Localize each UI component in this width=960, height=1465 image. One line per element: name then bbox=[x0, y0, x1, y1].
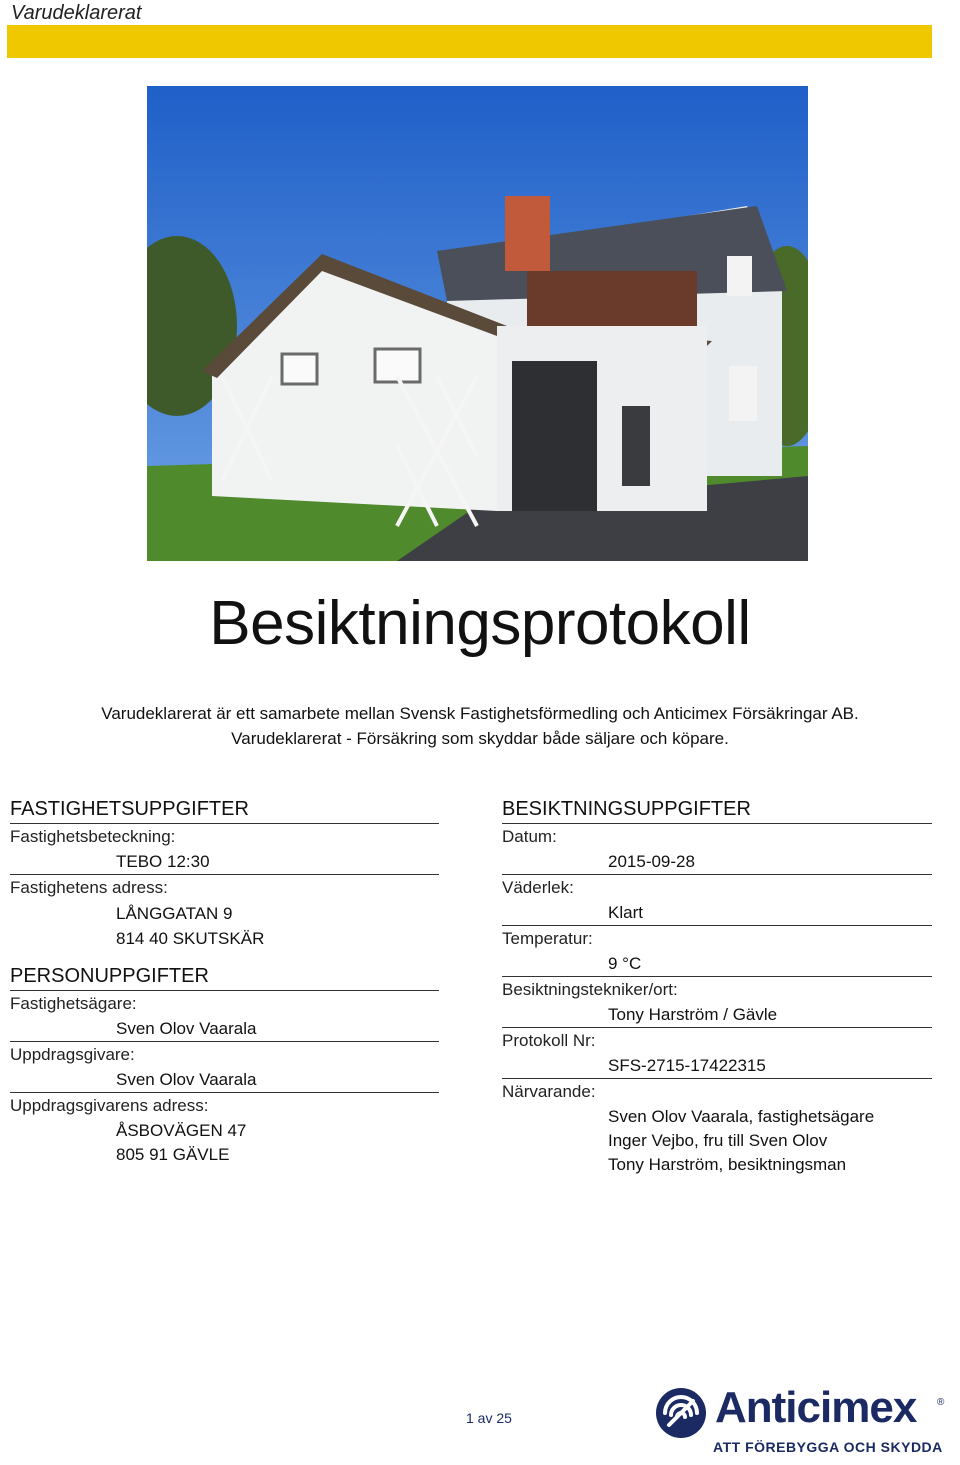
address-line-1: LÅNGGATAN 9 bbox=[116, 904, 233, 923]
weather-field bbox=[502, 875, 932, 926]
designation-value: TEBO 12:30 bbox=[116, 852, 210, 871]
brand-header: Varudeklarerat bbox=[11, 2, 142, 24]
designation-label: Fastighetsbeteckning: bbox=[10, 827, 176, 846]
inspector-field bbox=[502, 977, 932, 1028]
anticimex-logo bbox=[655, 1383, 945, 1457]
client-address-field bbox=[10, 1093, 439, 1167]
client-field bbox=[10, 1042, 439, 1093]
present-person: Sven Olov Vaarala, fastighetsägare bbox=[608, 1107, 875, 1126]
client-address-line-1: ÅSBOVÄGEN 47 bbox=[116, 1121, 247, 1140]
left-column bbox=[10, 796, 439, 1167]
intro-text bbox=[0, 701, 960, 751]
registered-mark: ® bbox=[937, 1397, 945, 1408]
temperature-value: 9 °C bbox=[608, 954, 642, 973]
inspector-value: Tony Harström / Gävle bbox=[608, 1005, 778, 1024]
logo-wordmark: Anticimex bbox=[715, 1383, 917, 1432]
owner-label: Fastighetsägare: bbox=[10, 994, 137, 1013]
address-line-2: 814 40 SKUTSKÄR bbox=[116, 929, 265, 948]
present-field bbox=[502, 1079, 932, 1177]
right-column bbox=[502, 796, 932, 1177]
designation-field bbox=[10, 824, 439, 875]
temperature-field bbox=[502, 926, 932, 977]
inspector-label: Besiktningstekniker/ort: bbox=[502, 980, 678, 999]
protocol-value: SFS-2715-17422315 bbox=[608, 1056, 766, 1075]
anticimex-emblem-icon bbox=[655, 1387, 711, 1443]
client-value: Sven Olov Vaarala bbox=[116, 1070, 257, 1089]
address-field bbox=[10, 875, 439, 951]
client-label: Uppdragsgivare: bbox=[10, 1045, 135, 1064]
logo-tagline: ATT FÖREBYGGA OCH SKYDDA bbox=[713, 1439, 943, 1455]
property-section-title: FASTIGHETSUPPGIFTER bbox=[10, 796, 439, 824]
date-label: Datum: bbox=[502, 827, 557, 846]
protocol-label: Protokoll Nr: bbox=[502, 1031, 596, 1050]
present-person: Tony Harström, besiktningsman bbox=[608, 1155, 847, 1174]
owner-field bbox=[10, 991, 439, 1042]
weather-value: Klart bbox=[608, 903, 643, 922]
inspection-section-title: BESIKTNINGSUPPGIFTER bbox=[502, 796, 932, 824]
client-address-label: Uppdragsgivarens adress: bbox=[10, 1096, 209, 1115]
house-photo bbox=[147, 86, 808, 561]
present-person: Inger Vejbo, fru till Sven Olov bbox=[608, 1131, 828, 1150]
document-title: Besiktningsprotokoll bbox=[209, 589, 751, 658]
header-bar bbox=[7, 25, 932, 58]
intro-line-1: Varudeklarerat är ett samarbete mellan Svensk Fastighetsförmedling och Anticimex Försäkringar AB. bbox=[101, 704, 859, 723]
persons-section-title: PERSONUPPGIFTER bbox=[10, 963, 439, 991]
present-label: Närvarande: bbox=[502, 1082, 596, 1101]
intro-line-2: Varudeklarerat - Försäkring som skyddar både säljare och köpare. bbox=[231, 729, 729, 748]
weather-label: Väderlek: bbox=[502, 878, 574, 897]
client-address-line-2: 805 91 GÄVLE bbox=[116, 1145, 230, 1164]
owner-value: Sven Olov Vaarala bbox=[116, 1019, 257, 1038]
page-number: 1 av 25 bbox=[466, 1410, 512, 1426]
temperature-label: Temperatur: bbox=[502, 929, 593, 948]
address-label: Fastighetens adress: bbox=[10, 878, 168, 897]
date-value: 2015-09-28 bbox=[608, 852, 695, 871]
date-field bbox=[502, 824, 932, 875]
protocol-field bbox=[502, 1028, 932, 1079]
